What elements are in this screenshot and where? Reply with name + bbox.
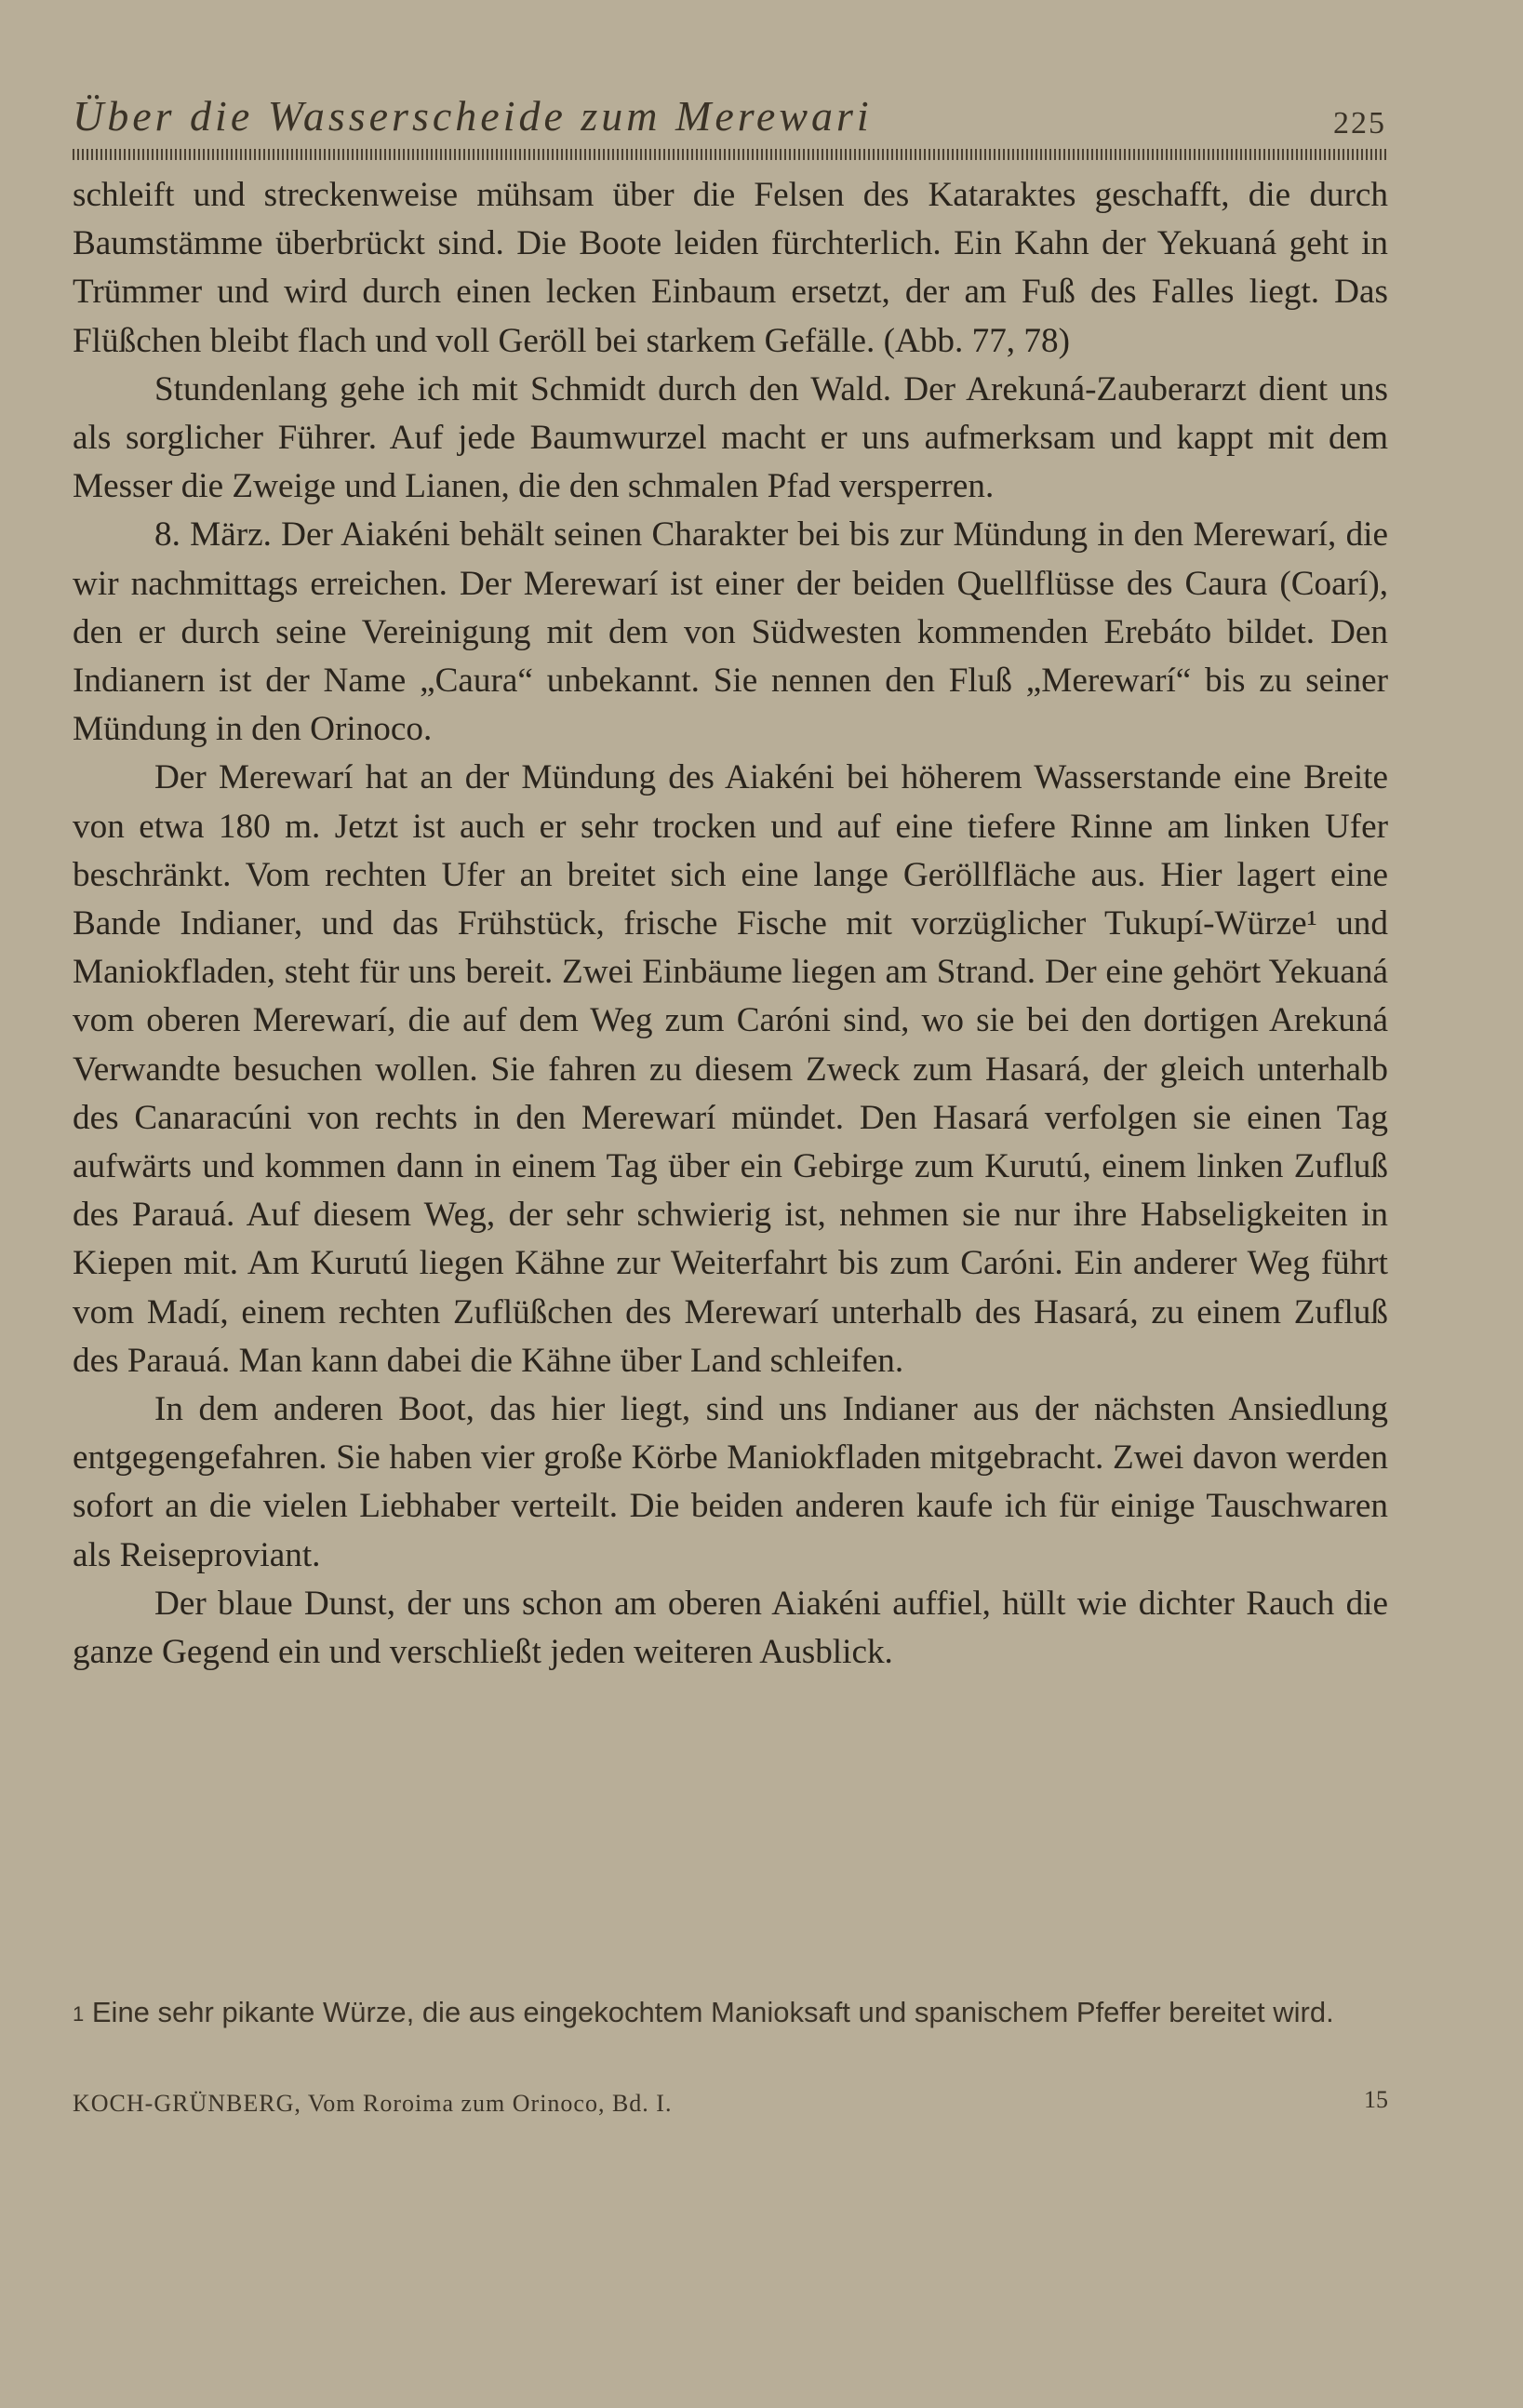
footnote-marker: 1 <box>73 2002 85 2026</box>
paragraph: Der blaue Dunst, der uns schon am oberen Aiakéni auffiel, hüllt wie dichter Rauch die ganze Gegend ein und verschließt jeden weiteren Ausblick. <box>73 1584 1388 1672</box>
page-footer <box>73 2086 1388 2127</box>
page-number: 225 <box>1333 106 1386 140</box>
running-title: Über die Wasserscheide zum Merewari <box>73 92 873 140</box>
ornament-rule <box>73 149 1386 160</box>
body-text <box>73 171 1388 1677</box>
paragraph: Stundenlang gehe ich mit Schmidt durch den Wald. Der Arekuná-Zauberarzt dient uns als sorglicher Führer. Auf jede Baumwurzel macht er uns aufmerksam und kappt mit dem Messer die Zweige und Lianen, die den schmalen Pfad versperren. <box>73 369 1388 506</box>
paragraph: schleift und streckenweise mühsam über die Felsen des Kataraktes geschafft, die durch Baumstämme überbrückt sind. Die Boote leiden fürchterlich. Ein Kahn der Yekuaná geht in Trümmer und wird durch einen lecken Einbaum ersetzt, der am Fuß des Falles liegt. Das Flüßchen bleibt flach und voll Geröll bei starkem Gefälle. (Abb. 77, 78) <box>73 176 1388 360</box>
paragraph: In dem anderen Boot, das hier liegt, sind uns Indianer aus der nächsten Ansiedlung entgegengefahren. Sie haben vier große Körbe Maniokfladen mitgebracht. Zwei davon werden sofort an die vielen Liebhaber verteilt. Die beiden anderen kaufe ich für einige Tauschwaren als Reiseproviant. <box>73 1390 1388 1574</box>
footnote-text: Eine sehr pikante Würze, die aus eingekochtem Manioksaft und spanischem Pfeffer bereitet wird. <box>91 1996 1334 2028</box>
paragraph: Der Merewarí hat an der Mündung des Aiakéni bei höherem Wasserstande eine Breite von etwa 180 m. Jetzt ist auch er sehr trocken und auf eine tiefere Rinne am linken Ufer beschränkt. Vom rechten Ufer an breitet sich eine lange Geröllfläche aus. Hier lagert eine Bande Indianer, und das Frühstück, frische Fische mit vorzüglicher Tukupí-Würze¹ und Maniokfladen, steht für uns bereit. Zwei Einbäume liegen am Strand. Der eine gehört Yekuaná vom oberen Merewarí, die auf dem Weg zum Caróni sind, wo sie bei den dortigen Arekuná Verwandte besuchen wollen. Sie fahren zu diesem Zweck zum Hasará, der gleich unterhalb des Canaracúni von rechts in den Merewarí mündet. Den Hasará verfolgen sie einen Tag aufwärts und kommen dann in einem Tag über ein Gebirge zum Kurutú, einem linken Zufluß des Parauá. Auf diesem Weg, der sehr schwierig ist, nehmen sie nur ihre Habseligkeiten in Kiepen mit. Am Kurutú liegen Kähne zur Weiterfahrt bis zum Caróni. Ein anderer Weg führt vom Madí, einem rechten Zuflüßchen des Merewarí unterhalb des Hasará, zu einem Zufluß des Parauá. Man kann dabei die Kähne über Land schleifen. <box>73 758 1388 1380</box>
running-head <box>73 91 1386 147</box>
sheet-number: 15 <box>1364 2086 1388 2113</box>
printer-signature: KOCH-GRÜNBERG, Vom Roroima zum Orinoco, Bd. I. <box>73 2090 673 2117</box>
footnote <box>73 1991 1388 2034</box>
paragraph: 8. März. Der Aiakéni behält seinen Charakter bei bis zur Mündung in den Merewarí, die wir nachmittags erreichen. Der Merewarí ist einer der beiden Quellflüsse des Caura (Coarí), den er durch seine Vereinigung mit dem von Südwesten kommenden Erebáto bildet. Den Indianern ist der Name „Caura“ unbekannt. Sie nennen den Fluß „Merewarí“ bis zu seiner Mündung in den Orinoco. <box>73 515 1388 749</box>
